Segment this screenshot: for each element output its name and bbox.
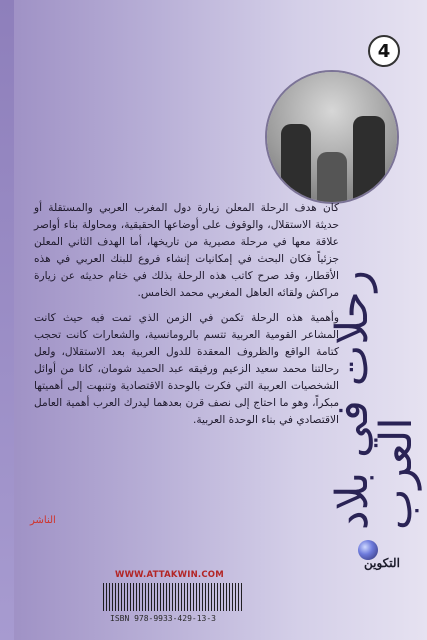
author-photo [265, 70, 399, 204]
paragraph-2: وأهمية هذه الرحلة تكمن في الزمن الذي تمت فيه حيث كانت المشاعر القومية العربية تتسم بالرومانسية، والشعارات كانت تحجب كتامة الواقع والظروف المعقدة للدول العربية بعد الاستقلال، ولعل رحالتنا محمد سعيد الزعيم ورفيقه عبد الحميد شومان، كانا من أوائل الشخصيات العربية التي فكرت بالوحدة الاقتصادية وتنبهت إلى أهميتها مبكراً، وهو ما احتاج إلى نصف قرن بعدهما ليدرك العرب أهمية العامل الاقتصادي في بناء الوحدة العربية. [34, 312, 339, 426]
cover-strip [0, 0, 14, 640]
photo-figure-center [317, 152, 347, 202]
book-title: رحلات في بلاد العرب [327, 270, 422, 530]
website-url: WWW.ATTAKWIN.COM [115, 570, 224, 580]
back-cover-text [34, 200, 339, 437]
barcode [103, 583, 243, 611]
volume-number: 4 [377, 40, 391, 62]
vertical-title-block [327, 230, 422, 530]
photo-figure-left [281, 124, 311, 202]
publisher-signature: الناشر [30, 515, 56, 526]
photo-figure-right [353, 116, 385, 202]
volume-number-badge [368, 35, 400, 67]
publisher-logo [354, 540, 404, 580]
paragraph-1: كان هدف الرحلة المعلن زيارة دول المغرب العربي والمستقلة أو حديثة الاستقلال، والوقوف على أوضاعها الحقيقية، ومحاولة بناء أواصر علاقة معها في مرحلة مصيرية من تاريخها، أما الهدف الثاني المعلن جزئياً فكان البحث في إمكانيات إنشاء فروع للبنك العربي في هذه الأقطار، وقد صرح كاتب هذه الرحلة بذلك في ختام حديثه عن زيارة مراكش ولقائه العاهل المغربي محمد الخامس. [34, 202, 339, 299]
isbn: ISBN 978-9933-429-13-3 [110, 614, 216, 623]
publisher-mark: التكوين [364, 556, 400, 570]
